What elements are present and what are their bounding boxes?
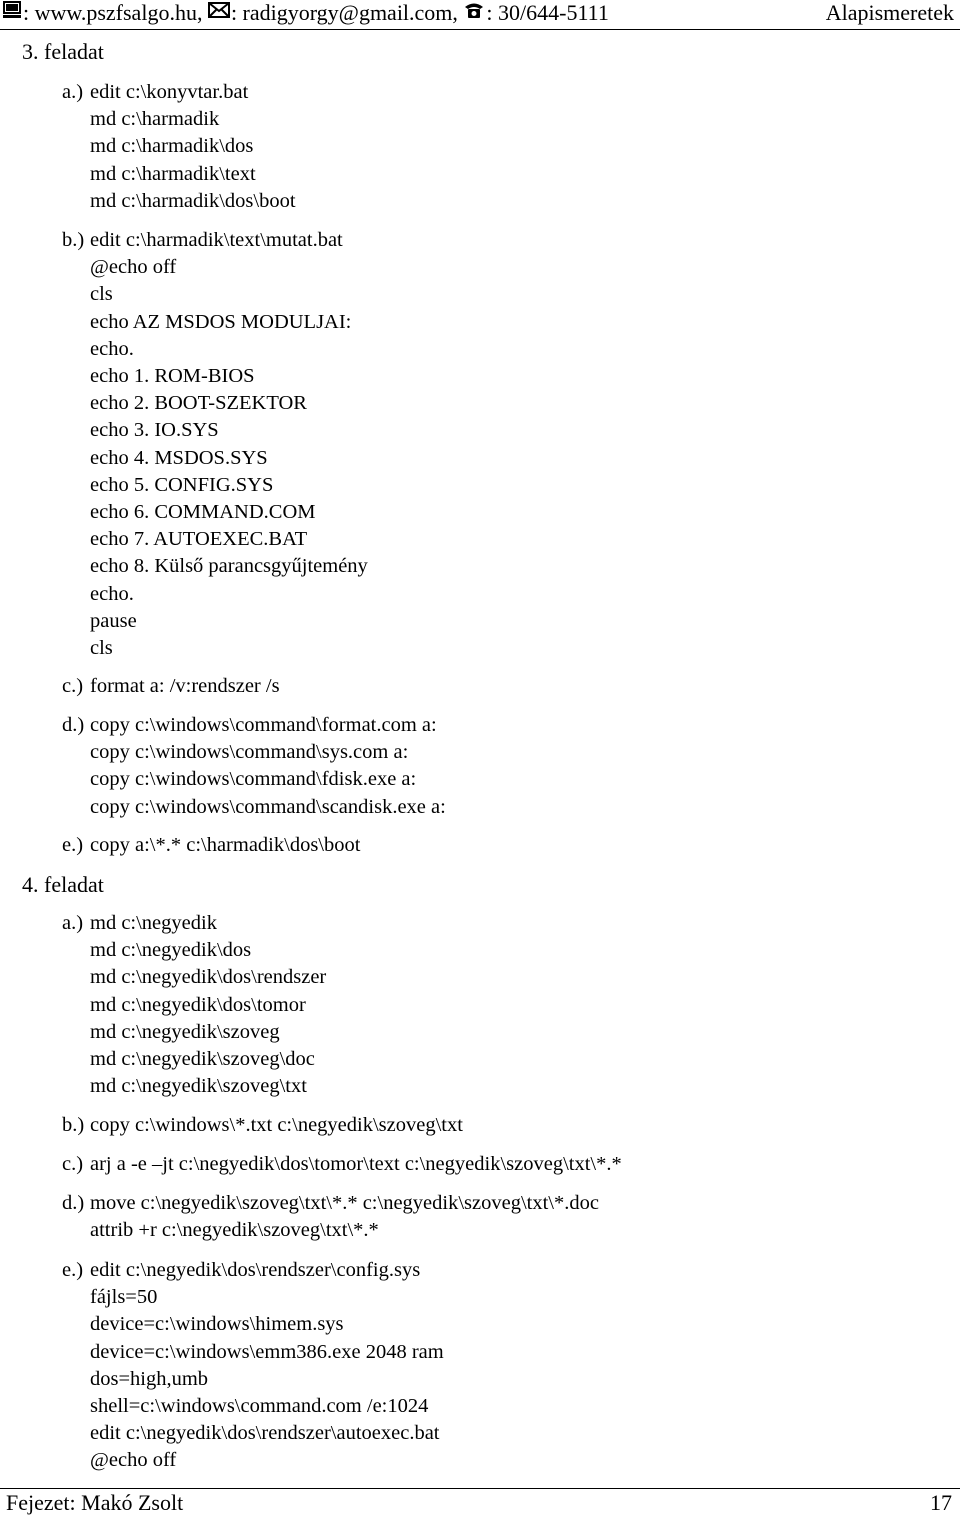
command-line: md c:\negyedik\szoveg\doc <box>90 1048 315 1071</box>
header-phone: : 30/644-5111 <box>486 0 609 25</box>
item-label: e.) <box>62 834 84 856</box>
command-line: md c:\negyedik <box>90 912 217 934</box>
command-line: format a: /v:rendszer /s <box>90 675 280 697</box>
command-line: echo 8. Külső parancsgyűjtemény <box>90 555 368 578</box>
item-label: a.) <box>62 81 84 103</box>
command-line: echo 6. COMMAND.COM <box>90 501 316 524</box>
item-label: c.) <box>62 675 84 697</box>
command-line: edit c:\negyedik\dos\rendszer\config.sys <box>90 1259 421 1281</box>
command-line: md c:\harmadik <box>90 108 220 131</box>
item-label: b.) <box>62 1114 85 1136</box>
command-line: md c:\harmadik\dos\boot <box>90 189 296 212</box>
task4-title: 4. feladat <box>22 872 104 897</box>
command-lines <box>90 1257 444 1475</box>
command-line: md c:\negyedik\szoveg\txt <box>90 1075 307 1098</box>
item-label: a.) <box>62 912 84 934</box>
command-line: device=c:\windows\himem.sys <box>90 1313 344 1336</box>
command-line: device=c:\windows\emm386.exe 2048 ram <box>90 1340 444 1363</box>
item-label: d.) <box>62 1192 85 1214</box>
command-line: echo AZ MSDOS MODULJAI: <box>90 310 352 333</box>
command-lines <box>90 712 446 821</box>
command-line: md c:\negyedik\dos\rendszer <box>90 966 327 989</box>
command-line: fájls=50 <box>90 1286 158 1309</box>
page-header <box>0 0 960 30</box>
command-line: md c:\negyedik\dos\tomor <box>90 993 306 1016</box>
computer-icon <box>2 0 22 26</box>
command-line: echo. <box>90 582 134 605</box>
command-line: md c:\harmadik\dos <box>90 135 254 158</box>
command-line: shell=c:\windows\command.com /e:1024 <box>90 1395 429 1418</box>
command-line: edit c:\harmadik\text\mutat.bat <box>90 229 343 251</box>
header-web: : www.pszfsalgo.hu, <box>23 0 203 25</box>
command-line: echo 7. AUTOEXEC.BAT <box>90 528 308 551</box>
item-label: d.) <box>62 714 85 736</box>
command-line: md c:\negyedik\dos <box>90 939 252 962</box>
command-line: echo 1. ROM-BIOS <box>90 365 255 388</box>
page-number: 17 <box>930 1490 952 1515</box>
command-line: md c:\harmadik\text <box>90 162 256 185</box>
command-line: @echo off <box>90 1449 177 1472</box>
footer-chapter: Fejezet: Makó Zsolt <box>6 1490 184 1515</box>
command-lines <box>90 227 368 662</box>
command-line: @echo off <box>90 256 177 279</box>
command-line: md c:\negyedik\szoveg <box>90 1020 280 1043</box>
command-lines <box>90 1151 622 1178</box>
command-line: echo 2. BOOT-SZEKTOR <box>90 392 307 415</box>
command-line: echo 5. CONFIG.SYS <box>90 473 274 496</box>
command-line: move c:\negyedik\szoveg\txt\*.* c:\negyedik\szoveg\txt\*.doc <box>90 1192 599 1214</box>
command-lines <box>90 1112 463 1139</box>
page-footer <box>0 1488 960 1516</box>
command-line: cls <box>90 283 113 306</box>
mail-icon <box>208 0 230 26</box>
item-label: b.) <box>62 229 85 251</box>
command-line: echo 4. MSDOS.SYS <box>90 446 268 469</box>
command-lines <box>90 910 326 1100</box>
header-email: : radigyorgy@gmail.com, <box>230 0 458 25</box>
command-lines <box>90 1190 599 1244</box>
command-line: arj a -e –jt c:\negyedik\dos\tomor\text c:\negyedik\szoveg\txt\*.* <box>90 1153 622 1175</box>
command-line: edit c:\negyedik\dos\rendszer\autoexec.bat <box>90 1422 440 1445</box>
command-line: copy a:\*.* c:\harmadik\dos\boot <box>90 834 361 856</box>
item-label: c.) <box>62 1153 84 1175</box>
command-line: echo 3. IO.SYS <box>90 419 219 442</box>
command-lines <box>90 673 280 700</box>
command-line: cls <box>90 637 113 660</box>
command-line: echo. <box>90 337 134 360</box>
header-contact <box>2 0 609 26</box>
command-lines <box>90 79 296 215</box>
command-line: attrib +r c:\negyedik\szoveg\txt\*.* <box>90 1219 379 1242</box>
command-line: copy c:\windows\command\sys.com a: <box>90 741 409 764</box>
command-line: copy c:\windows\*.txt c:\negyedik\szoveg\txt <box>90 1114 463 1136</box>
task3-title: 3. feladat <box>22 39 104 64</box>
command-line: copy c:\windows\command\fdisk.exe a: <box>90 768 417 791</box>
command-line: dos=high,umb <box>90 1367 209 1390</box>
command-line: pause <box>90 609 137 632</box>
command-lines <box>90 832 360 859</box>
item-label: e.) <box>62 1259 84 1281</box>
command-line: copy c:\windows\command\format.com a: <box>90 714 437 736</box>
command-line: edit c:\konyvtar.bat <box>90 81 249 103</box>
phone-icon <box>463 0 485 26</box>
command-line: copy c:\windows\command\scandisk.exe a: <box>90 795 446 818</box>
header-section-title: Alapismeretek <box>825 0 954 25</box>
